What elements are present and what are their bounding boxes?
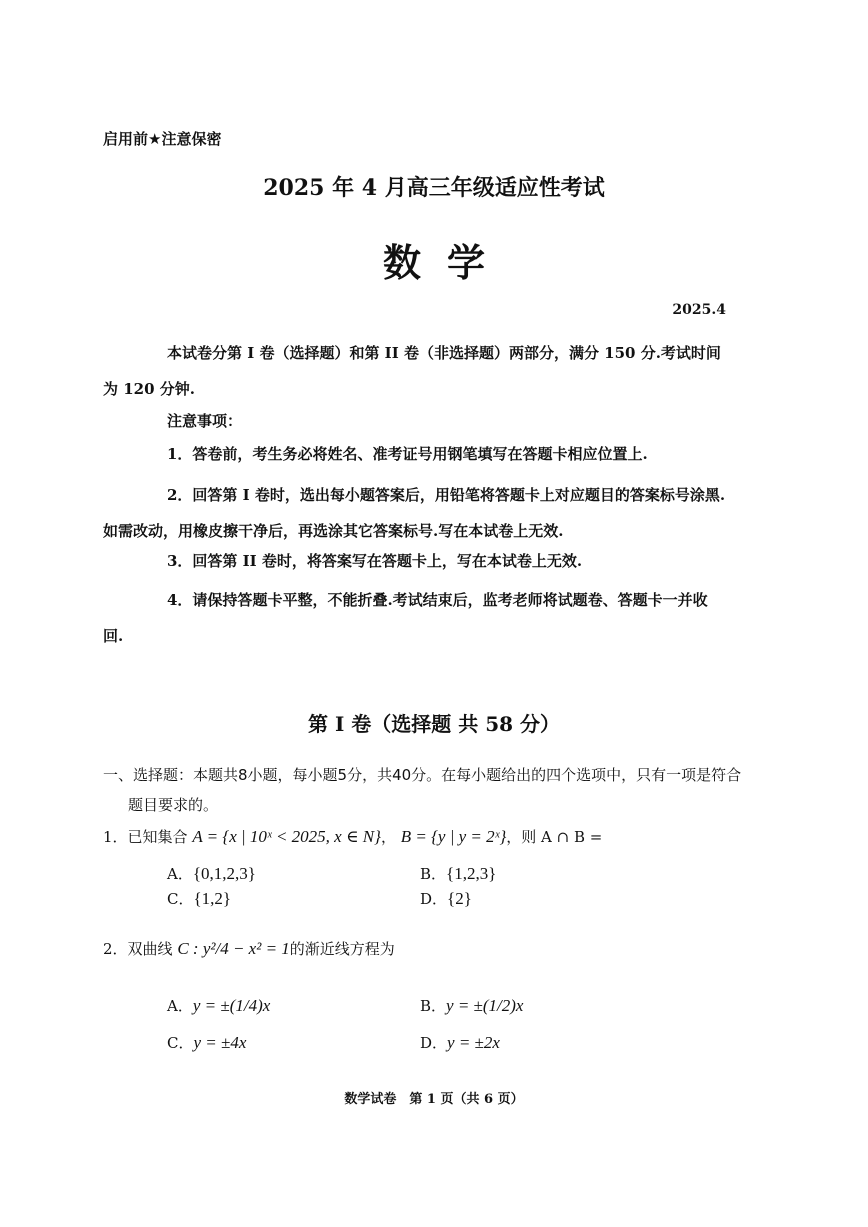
question-1-option-c: C．{1,2} — [167, 889, 232, 908]
exam-subject: 数学 — [382, 240, 511, 285]
note-item-4: 4．请保持答题卡平整，不能折叠.考试结束后，监考老师将试题卷、答题卡一并收回. — [103, 591, 708, 645]
question-2-prefix: 双曲线 — [127, 940, 173, 958]
notes-heading: 注意事项： — [167, 412, 243, 430]
note-item-3: 3．回答第 II 卷时，将答案写在答题卡上，写在本试卷上无效. — [167, 552, 583, 570]
question-1-option-b: B．{1,2,3} — [420, 864, 497, 883]
question-2-suffix: 的渐近线方程为 — [289, 940, 395, 958]
section-instruction: 一、选择题：本题共8小题，每小题5分，共40分。在每小题给出的四个选项中，只有一项是符合题目要求的。 — [103, 766, 742, 814]
exam-date: 2025.4 — [672, 302, 726, 318]
question-1-set-b: B = {y | y = 2ˣ} — [400, 827, 507, 846]
question-1-suffix: ，则 A ∩ B = — [506, 828, 603, 846]
question-2-option-d: D．y = ±2x — [420, 1033, 500, 1052]
question-1-number: 1． — [103, 828, 128, 846]
intro-paragraph: 本试卷分第 I 卷（选择题）和第 II 卷（非选择题）两部分，满分 150 分.考试时间为 120 分钟. — [103, 344, 721, 398]
question-1-option-d: D．{2} — [420, 889, 472, 908]
question-1-prefix: 已知集合 — [127, 828, 188, 846]
question-1-option-a: A．{0,1,2,3} — [167, 864, 256, 883]
note-item-2: 2．回答第 I 卷时，选出每小题答案后，用铅笔将答题卡上对应题目的答案标号涂黑.如需改动，用橡皮擦干净后，再选涂其它答案标号.写在本试卷上无效. — [103, 486, 726, 540]
question-2-option-a: A．y = ±(1/4)x — [167, 996, 271, 1015]
question-1-set-a: A = {x | 10ˣ < 2025, x ∈ N} — [192, 827, 381, 846]
section-title: 第 I 卷（选择题 共 58 分） — [307, 712, 560, 736]
page-footer: 数学试卷 第 1 页（共 6 页） — [344, 1092, 524, 1107]
confidential-label: 启用前★注意保密 — [103, 130, 222, 148]
question-1-sep: ， — [380, 828, 396, 846]
question-2-option-b: B．y = ±(1/2)x — [420, 996, 524, 1015]
note-item-1: 1．答卷前，考生务必将姓名、准考证号用钢笔填写在答题卡相应位置上. — [167, 445, 648, 463]
exam-title: 2025 年 4 月高三年级适应性考试 — [263, 175, 605, 201]
question-2-stem — [103, 938, 395, 959]
question-2-number: 2． — [103, 940, 128, 958]
question-2-equation: C : y²/4 − x² = 1 — [177, 939, 290, 958]
question-2-option-c: C．y = ±4x — [167, 1033, 247, 1052]
question-1-stem — [103, 826, 602, 847]
